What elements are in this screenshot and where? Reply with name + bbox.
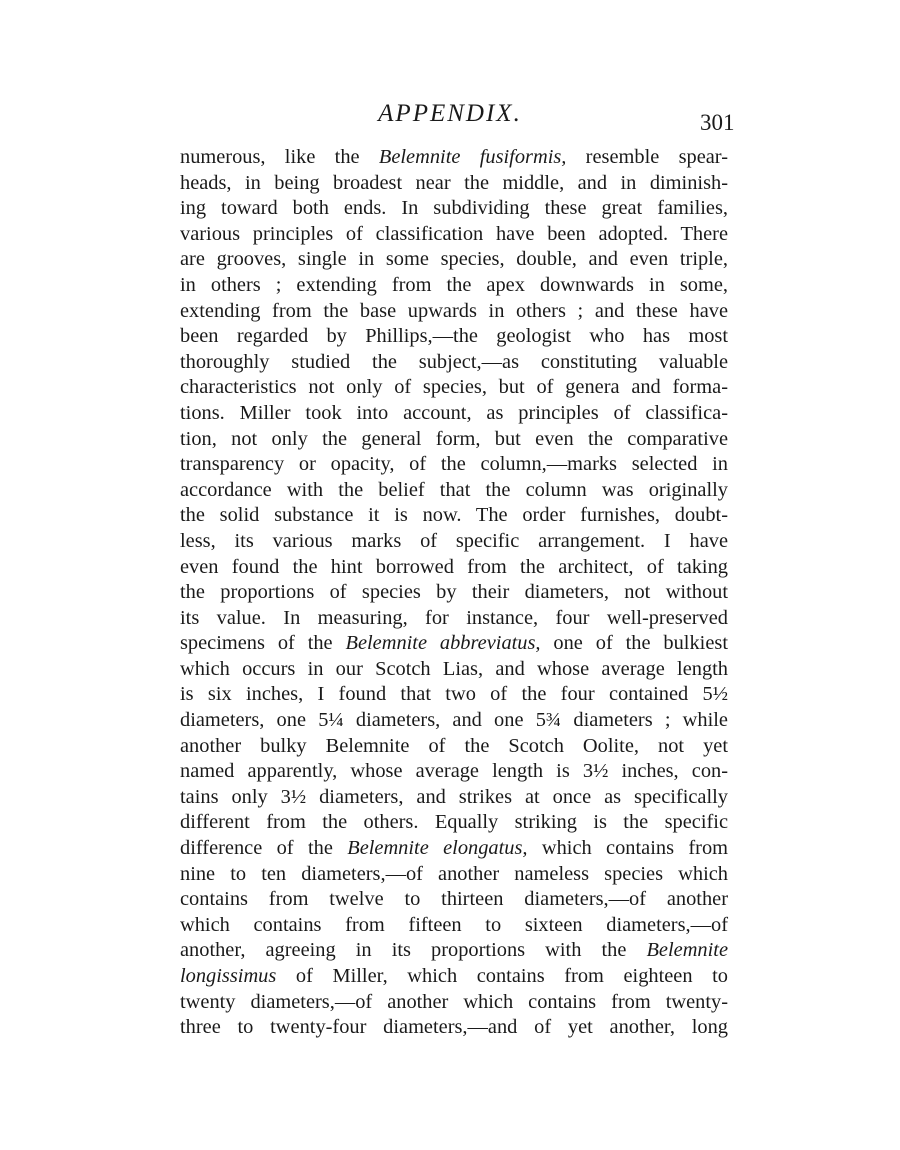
- text-segment: various principles of classification have been adopted. There: [180, 222, 728, 245]
- text-line: [180, 324, 728, 350]
- text-segment: diameters, one 5¼ diameters, and one 5¾ diameters ; while: [180, 709, 728, 732]
- text-line: [180, 836, 728, 862]
- text-line: [180, 862, 728, 888]
- text-segment: nine to ten diameters,—of another nameless species which: [180, 862, 728, 885]
- text-segment: its value. In measuring, for instance, four well-preserved: [180, 606, 728, 629]
- text-line: [180, 452, 728, 478]
- text-line: [180, 171, 728, 197]
- italic-species-name: Belemnite elongatus,: [347, 837, 528, 860]
- italic-species-name: Belemnite: [646, 939, 728, 962]
- text-line: [180, 529, 728, 555]
- text-segment: tions. Miller took into account, as principles of classifica-: [180, 401, 728, 424]
- text-segment: ing toward both ends. In subdividing these great families,: [180, 197, 728, 220]
- text-segment: heads, in being broadest near the middle, and in diminish-: [180, 171, 728, 194]
- text-segment: less, its various marks of specific arrangement. I have: [180, 529, 728, 552]
- text-segment: three to twenty-four diameters,—and of yet another, long: [180, 1016, 728, 1039]
- text-segment: one of the bulkiest: [540, 632, 728, 655]
- text-segment: of Miller, which contains from eighteen to: [276, 965, 728, 987]
- text-segment: tains only 3½ diameters, and strikes at once as specifically: [180, 785, 728, 808]
- text-line: [180, 810, 728, 836]
- text-line: [180, 606, 728, 632]
- text-line: [180, 759, 728, 785]
- text-line: [180, 964, 728, 990]
- text-segment: contains from twelve to thirteen diameters,—of another: [180, 888, 728, 911]
- text-segment: which occurs in our Scotch Lias, and whose average length: [180, 657, 728, 680]
- text-line: [180, 350, 728, 376]
- text-segment: difference of the: [180, 837, 348, 860]
- text-line: [180, 887, 728, 913]
- text-segment: twenty diameters,—of another which contains from twenty-: [180, 990, 728, 1013]
- text-segment: extending from the base upwards in others ; and these have: [180, 299, 728, 322]
- text-segment: is six inches, I found that two of the four contained 5½: [180, 683, 728, 706]
- text-line: [180, 913, 728, 939]
- text-segment: another bulky Belemnite of the Scotch Oolite, not yet: [180, 734, 728, 757]
- text-line: [180, 401, 728, 427]
- text-segment: different from the others. Equally striking is the specific: [180, 811, 728, 834]
- text-segment: are grooves, single in some species, double, and even triple,: [180, 248, 728, 271]
- italic-species-name: longissimus: [180, 965, 277, 987]
- body-text: [180, 145, 728, 1041]
- text-segment: the proportions of species by their diameters, not without: [180, 581, 728, 604]
- text-segment: tion, not only the general form, but even the comparative: [180, 427, 728, 450]
- text-segment: the solid substance it is now. The order furnishes, doubt-: [180, 504, 728, 527]
- text-line: [180, 273, 728, 299]
- text-segment: been regarded by Phillips,—the geologist who has most: [180, 325, 728, 348]
- text-line: [180, 580, 728, 606]
- text-segment: numerous, like the: [180, 146, 379, 168]
- text-line: [180, 299, 728, 325]
- running-head: APPENDIX.: [378, 100, 522, 127]
- text-line: [180, 631, 728, 657]
- text-line: [180, 503, 728, 529]
- text-segment: thoroughly studied the subject,—as constituting valuable: [180, 350, 728, 373]
- text-segment: in others ; extending from the apex downwards in some,: [180, 273, 728, 296]
- text-line: [180, 247, 728, 273]
- text-segment: accordance with the belief that the column was originally: [180, 478, 728, 501]
- text-line: [180, 196, 728, 222]
- text-line: [180, 427, 728, 453]
- text-line: [180, 657, 728, 683]
- text-segment: named apparently, whose average length is 3½ inches, con-: [180, 760, 728, 783]
- text-segment: which contains from: [527, 837, 729, 860]
- text-line: [180, 478, 728, 504]
- text-line: [180, 682, 728, 708]
- text-line: [180, 734, 728, 760]
- text-line: [180, 990, 728, 1016]
- text-segment: another, agreeing in its proportions with the: [180, 939, 647, 962]
- italic-species-name: Belemnite fusiformis,: [378, 146, 567, 168]
- text-segment: resemble spear-: [566, 146, 728, 168]
- text-line: [180, 375, 728, 401]
- text-segment: even found the hint borrowed from the architect, of taking: [180, 555, 728, 578]
- page-number: 301: [700, 110, 735, 135]
- text-segment: specimens of the: [180, 632, 346, 655]
- text-line: [180, 145, 728, 171]
- text-segment: transparency or opacity, of the column,—marks selected in: [180, 453, 728, 476]
- text-line: [180, 555, 728, 581]
- text-segment: which contains from fifteen to sixteen diameters,—of: [180, 913, 728, 936]
- text-line: [180, 708, 728, 734]
- text-line: [180, 222, 728, 248]
- text-line: [180, 785, 728, 811]
- text-line: [180, 1015, 728, 1041]
- text-line: [180, 938, 728, 964]
- italic-species-name: Belemnite abbreviatus,: [345, 632, 541, 655]
- text-segment: characteristics not only of species, but of genera and forma-: [180, 376, 728, 399]
